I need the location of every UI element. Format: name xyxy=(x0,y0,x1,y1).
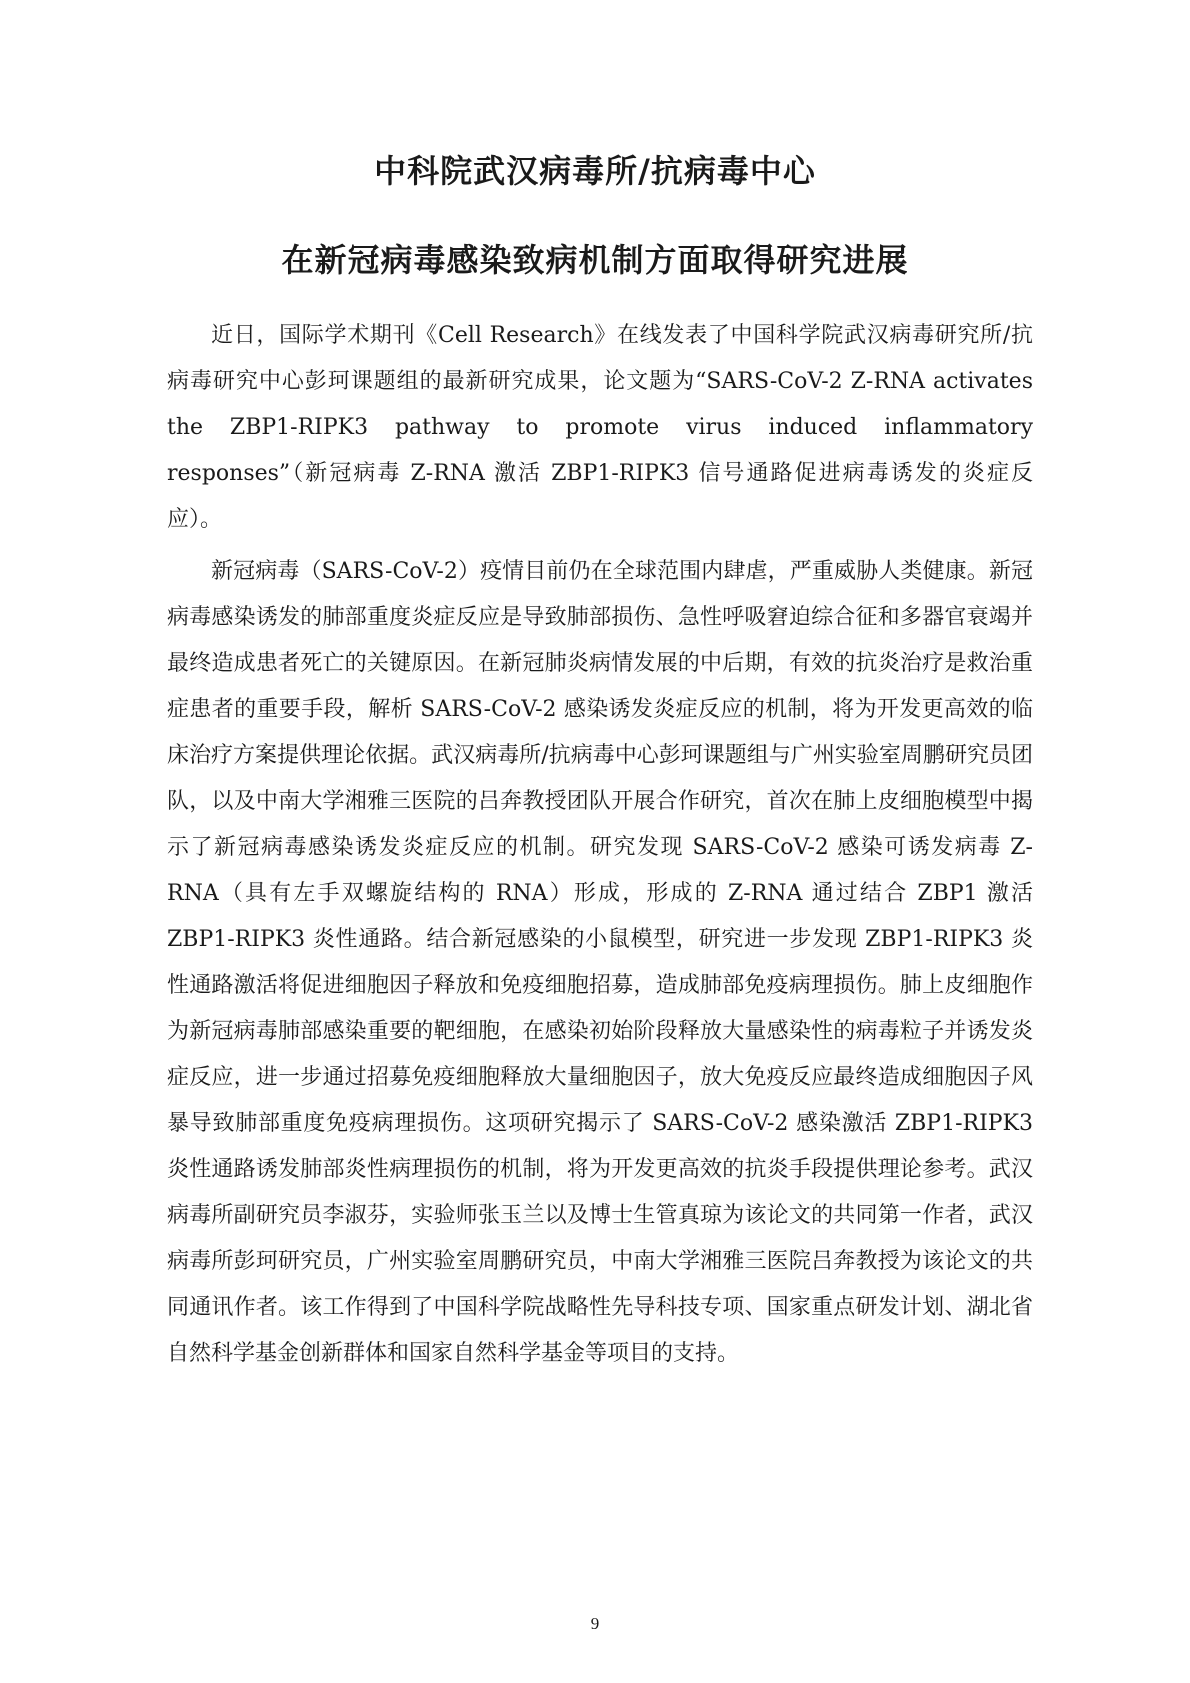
page-number: 9 xyxy=(590,1614,600,1633)
article-body xyxy=(167,313,1033,1377)
paragraph-main: 新冠病毒（SARS-CoV-2）疫情目前仍在全球范围内肆虐，严重威胁人类健康。新冠病毒感染诱发的肺部重度炎症反应是导致肺部损伤、急性呼吸窘迫综合征和多器官衰竭并最终造成患者死亡的关键原因。在新冠肺炎病情发展的中后期，有效的抗炎治疗是救治重症患者的重要手段，解析 SARS-CoV-2 感染诱发炎症反应的机制，将为开发更高效的临床治疗方案提供理论依据。武汉病毒所/抗病毒中心彭珂课题组与广州实验室周鹏研究员团队，以及中南大学湘雅三医院的吕奔教授团队开展合作研究，首次在肺上皮细胞模型中揭示了新冠病毒感染诱发炎症反应的机制。研究发现 SARS-CoV-2 感染可诱发病毒 Z-RNA（具有左手双螺旋结构的 RNA）形成，形成的 Z-RNA 通过结合 ZBP1 激活 ZBP1-RIPK3 炎性通路。结合新冠感染的小鼠模型，研究进一步发现 ZBP1-RIPK3 炎性通路激活将促进细胞因子释放和免疫细胞招募，造成肺部免疫病理损伤。肺上皮细胞作为新冠病毒肺部感染重要的靶细胞，在感染初始阶段释放大量感染性的病毒粒子并诱发炎症反应，进一步通过招募免疫细胞释放大量细胞因子，放大免疫反应最终造成细胞因子风暴导致肺部重度免疫病理损伤。这项研究揭示了 SARS-CoV-2 感染激活 ZBP1-RIPK3 炎性通路诱发肺部炎性病理损伤的机制，将为开发更高效的抗炎手段提供理论参考。武汉病毒所副研究员李淑芬，实验师张玉兰以及博士生管真琼为该论文的共同第一作者，武汉病毒所彭珂研究员，广州实验室周鹏研究员，中南大学湘雅三医院吕奔教授为该论文的共同通讯作者。该工作得到了中国科学院战略性先导科技专项、国家重点研发计划、湖北省自然科学基金创新群体和国家自然科学基金等项目的支持。 xyxy=(167,559,1033,1366)
paragraph-intro: 近日，国际学术期刊《Cell Research》在线发表了中国科学院武汉病毒研究所/抗病毒研究中心彭珂课题组的最新研究成果，论文题为“SARS-CoV-2 Z-RNA activates the ZBP1-RIPK3 pathway to promote virus induced inflammatory responses”（新冠病毒 Z-RNA 激活 ZBP1-RIPK3 信号通路促进病毒诱发的炎症反应）。 xyxy=(167,323,1033,532)
document-title-line-1: 中科院武汉病毒所/抗病毒中心 xyxy=(374,152,816,190)
document-title-line-2: 在新冠病毒感染致病机制方面取得研究进展 xyxy=(281,241,909,279)
